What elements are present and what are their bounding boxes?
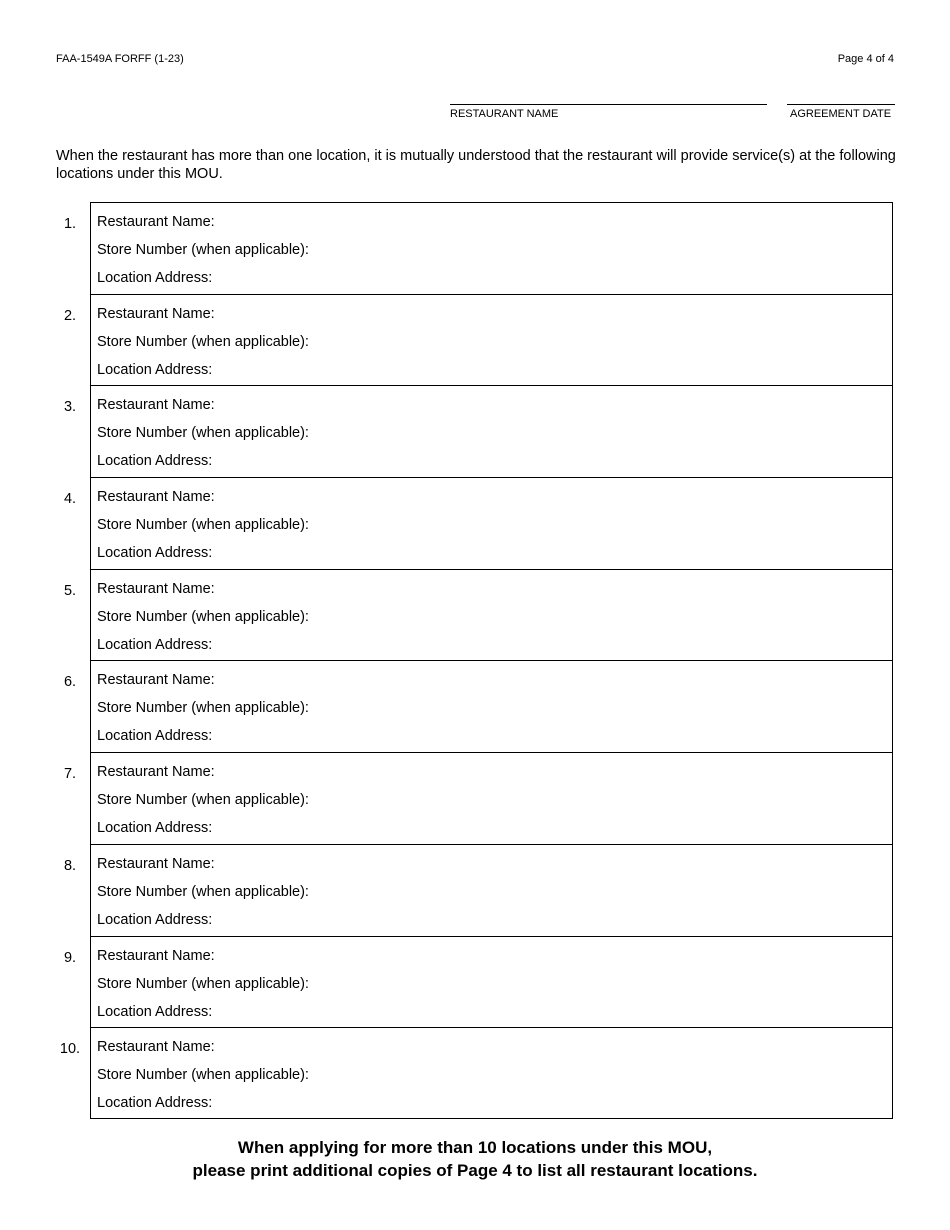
location-box[interactable] — [90, 1027, 893, 1119]
location-box[interactable] — [90, 385, 893, 477]
location-address-field-label: Location Address: — [97, 820, 213, 837]
location-address-field-label: Location Address: — [97, 361, 213, 378]
location-number: 9. — [63, 949, 77, 966]
store-number-field-label: Store Number (when applicable): — [97, 1067, 309, 1084]
location-entry — [56, 936, 893, 1028]
restaurant-name-field-label: Restaurant Name: — [97, 672, 215, 689]
store-number-field-label: Store Number (when applicable): — [97, 975, 309, 992]
store-number-field-label: Store Number (when applicable): — [97, 242, 309, 258]
restaurant-name-label: RESTAURANT NAME — [450, 108, 559, 120]
location-address-field-label: Location Address: — [97, 1003, 213, 1020]
store-number-field-label: Store Number (when applicable): — [97, 883, 309, 900]
restaurant-name-field-label: Restaurant Name: — [97, 489, 215, 506]
location-box[interactable] — [90, 294, 893, 386]
form-code: FAA-1549A FORFF (1-23) — [56, 53, 184, 65]
agreement-date-label: AGREEMENT DATE — [790, 108, 892, 120]
location-entry — [56, 385, 893, 477]
agreement-date-field[interactable] — [787, 104, 895, 105]
location-number: 10. — [59, 1041, 81, 1058]
restaurant-name-field-label: Restaurant Name: — [97, 305, 215, 322]
intro-text: When the restaurant has more than one location, it is mutually understood that the restaurant will provide service(s) at the following locations under this MOU. — [56, 148, 896, 182]
location-number: 8. — [63, 857, 77, 874]
store-number-field-label: Store Number (when applicable): — [97, 425, 309, 442]
location-box[interactable] — [90, 477, 893, 569]
location-address-field-label: Location Address: — [97, 1095, 213, 1112]
location-box[interactable] — [90, 752, 893, 844]
restaurant-name-field-label: Restaurant Name: — [97, 764, 215, 781]
restaurant-name-field-label: Restaurant Name: — [97, 214, 215, 230]
location-box[interactable] — [90, 202, 893, 294]
restaurant-name-field-label: Restaurant Name: — [97, 947, 215, 964]
store-number-field-label: Store Number (when applicable): — [97, 333, 309, 350]
location-address-field-label: Location Address: — [97, 270, 213, 286]
location-entry — [56, 569, 893, 661]
location-number: 1. — [63, 216, 77, 232]
location-number: 5. — [63, 582, 77, 599]
footer-line-1: When applying for more than 10 locations under this MOU, — [237, 1138, 713, 1157]
store-number-field-label: Store Number (when applicable): — [97, 608, 309, 625]
restaurant-name-field-label: Restaurant Name: — [97, 397, 215, 414]
location-number: 2. — [63, 307, 77, 324]
location-box[interactable] — [90, 569, 893, 661]
location-entry — [56, 660, 893, 752]
restaurant-name-field[interactable] — [450, 104, 767, 105]
location-entry — [56, 844, 893, 936]
location-address-field-label: Location Address: — [97, 636, 213, 653]
location-box[interactable] — [90, 844, 893, 936]
restaurant-name-field-label: Restaurant Name: — [97, 1039, 215, 1056]
location-address-field-label: Location Address: — [97, 728, 213, 745]
location-address-field-label: Location Address: — [97, 545, 213, 562]
page-number: Page 4 of 4 — [837, 53, 894, 65]
location-entry — [56, 202, 893, 294]
location-address-field-label: Location Address: — [97, 911, 213, 928]
location-entry — [56, 1027, 893, 1119]
store-number-field-label: Store Number (when applicable): — [97, 517, 309, 534]
location-box[interactable] — [90, 936, 893, 1028]
location-number: 7. — [63, 766, 77, 783]
location-address-field-label: Location Address: — [97, 453, 213, 470]
store-number-field-label: Store Number (when applicable): — [97, 700, 309, 717]
location-number: 6. — [63, 674, 77, 691]
location-entry — [56, 752, 893, 844]
restaurant-name-field-label: Restaurant Name: — [97, 580, 215, 597]
locations-list — [56, 202, 893, 1119]
footer-note — [0, 1136, 950, 1182]
restaurant-name-field-label: Restaurant Name: — [97, 855, 215, 872]
location-entry — [56, 477, 893, 569]
location-number: 3. — [63, 399, 77, 416]
location-entry — [56, 294, 893, 386]
store-number-field-label: Store Number (when applicable): — [97, 792, 309, 809]
footer-line-2: please print additional copies of Page 4 to list all restaurant locations. — [192, 1161, 758, 1180]
location-number: 4. — [63, 491, 77, 508]
location-box[interactable] — [90, 660, 893, 752]
